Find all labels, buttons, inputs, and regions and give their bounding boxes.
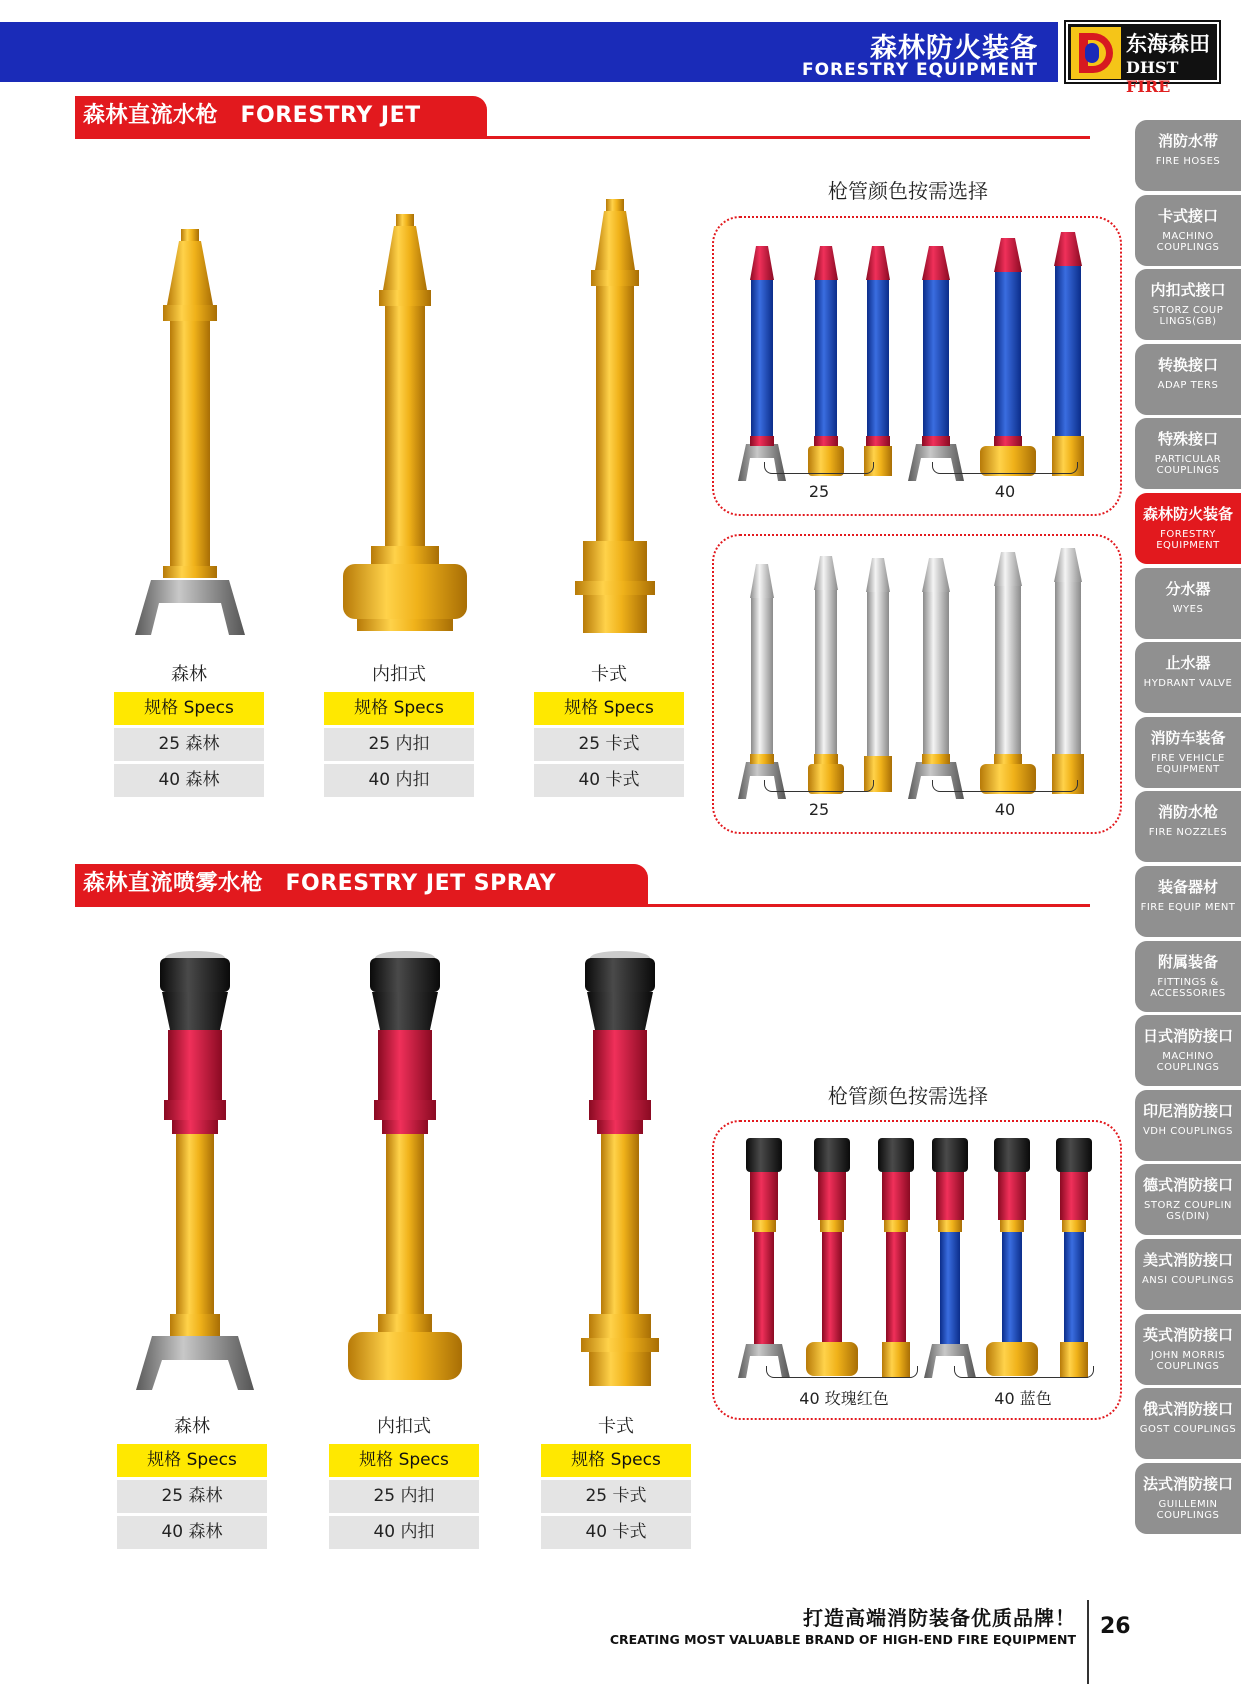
spec-value: 25 森林 — [117, 1480, 267, 1513]
spec-header: 规格 Specs — [117, 1444, 267, 1477]
side-tab-label-cn: 法式消防接口 — [1142, 1475, 1233, 1493]
side-tab-label-cn: 美式消防接口 — [1142, 1251, 1233, 1269]
product-label: 森林 — [171, 664, 207, 685]
side-tab-label-cn: 德式消防接口 — [1142, 1176, 1233, 1194]
side-tab[interactable] — [1135, 120, 1241, 191]
side-tab-label-cn: 消防水带 — [1157, 132, 1218, 150]
side-tab-label-cn: 卡式接口 — [1157, 207, 1218, 225]
size-group-label: 40 — [994, 800, 1016, 819]
side-tab[interactable] — [1135, 1239, 1241, 1310]
color-option-caption: 枪管颜色按需选择 — [828, 1084, 988, 1108]
side-tab-label-en: HYDRANT VALVE — [1143, 678, 1233, 689]
spec-value: 25 卡式 — [534, 728, 684, 761]
footer-divider — [1087, 1600, 1089, 1684]
side-tab-label-en: FIRE EQUIP MENT — [1140, 902, 1236, 913]
size-group-brace — [932, 780, 1078, 792]
product-image-machino-jet — [565, 195, 665, 640]
product-image-machino-spray — [565, 950, 675, 1395]
size-group-brace — [764, 462, 874, 474]
side-tab[interactable] — [1135, 1463, 1241, 1534]
side-tab[interactable] — [1135, 269, 1241, 340]
size-group-label: 25 — [808, 800, 830, 819]
side-tab[interactable] — [1135, 717, 1241, 788]
side-tab-label-cn: 俄式消防接口 — [1142, 1400, 1233, 1418]
side-tab[interactable] — [1135, 1090, 1241, 1161]
side-tab[interactable] — [1135, 568, 1241, 639]
side-tab-label-en: GOST COUPLINGS — [1139, 1424, 1237, 1435]
section1-divider — [75, 136, 1090, 139]
side-tab-label-cn: 止水器 — [1165, 654, 1211, 672]
side-tab-label-en: FITTINGS & ACCESSORIES — [1150, 977, 1226, 999]
color-option-caption: 枪管颜色按需选择 — [828, 179, 988, 203]
color-group-brace — [954, 1366, 1094, 1378]
size-group-label: 40 — [994, 482, 1016, 501]
side-tab-label-cn: 转换接口 — [1157, 356, 1218, 374]
spec-header: 规格 Specs — [541, 1444, 691, 1477]
side-tab-label-en: FIRE NOZZLES — [1148, 827, 1228, 838]
side-tab-label-en: WYES — [1172, 604, 1204, 615]
color-group-brace — [766, 1366, 918, 1378]
header-title-cn: 森林防火装备 — [870, 33, 1038, 64]
spec-table — [324, 692, 474, 800]
side-tab-label-cn: 内扣式接口 — [1150, 281, 1226, 299]
product-image-storz-spray — [340, 950, 470, 1395]
spec-value: 40 内扣 — [324, 764, 474, 797]
side-tab[interactable] — [1135, 1388, 1241, 1459]
spec-value: 40 卡式 — [541, 1516, 691, 1549]
side-tab-label-en: FORESTRY EQUIPMENT — [1156, 529, 1220, 551]
side-tab-label-en: MACHINO COUPLINGS — [1156, 231, 1220, 253]
side-tab-label-en: ANSI COUPLINGS — [1141, 1275, 1235, 1286]
side-tab[interactable] — [1135, 866, 1241, 937]
spec-value: 25 卡式 — [541, 1480, 691, 1513]
product-image-forest-spray — [130, 950, 260, 1395]
size-group-brace — [764, 780, 874, 792]
color-option-panel-spray — [712, 1120, 1122, 1420]
side-tab-label-en: FIRE HOSES — [1155, 156, 1221, 167]
section1-title: 森林直流水枪 FORESTRY JET NOZZLE — [75, 96, 487, 136]
product-label: 卡式 — [591, 664, 627, 685]
size-group-brace — [932, 462, 1078, 474]
side-tab-label-cn: 附属装备 — [1157, 953, 1218, 971]
spec-header: 规格 Specs — [114, 692, 264, 725]
spec-table — [534, 692, 684, 800]
logo-name-en: DHST FIRE — [1126, 58, 1179, 96]
side-tab-label-cn: 分水器 — [1165, 580, 1211, 598]
side-tab[interactable] — [1135, 344, 1241, 415]
side-tab[interactable] — [1135, 941, 1241, 1012]
side-tab[interactable] — [1135, 195, 1241, 266]
product-image-storz-jet — [335, 210, 475, 640]
logo-emblem-icon — [1071, 27, 1121, 79]
header-title-en: FORESTRY EQUIPMENT — [801, 60, 1038, 80]
spec-header: 规格 Specs — [534, 692, 684, 725]
side-tab-label-cn: 森林防火装备 — [1142, 505, 1233, 523]
brand-logo — [1066, 22, 1219, 96]
spec-table — [329, 1444, 479, 1552]
logo-name-cn: 东海森田 — [1126, 32, 1210, 56]
side-tab[interactable] — [1135, 1015, 1241, 1086]
header-bar — [0, 22, 1058, 82]
side-tab-label-cn: 装备器材 — [1157, 878, 1218, 896]
product-label: 内扣式 — [372, 664, 426, 685]
side-tab[interactable] — [1135, 642, 1241, 713]
spec-value: 25 内扣 — [324, 728, 474, 761]
side-tab-label-en: FIRE VEHICLE EQUIPMENT — [1151, 753, 1225, 775]
side-tab-label-cn: 消防车装备 — [1150, 729, 1226, 747]
footer-slogan-cn: 打造高端消防装备优质品牌！ — [803, 1606, 1076, 1630]
footer-slogan-en: CREATING MOST VALUABLE BRAND OF HIGH-END FIRE EQUIPMENT — [609, 1632, 1076, 1647]
side-tab-label-en: JOHN MORRIS COUPLINGS — [1150, 1350, 1226, 1372]
color-group-label: 40 蓝色 — [994, 1389, 1052, 1408]
section2-title: 森林直流喷雾水枪 FORESTRY JET SPRAY NOZZLE — [75, 864, 648, 904]
color-option-panel-silver — [712, 534, 1122, 834]
side-tab-label-en: VDH COUPLINGS — [1142, 1126, 1234, 1137]
spec-value: 25 森林 — [114, 728, 264, 761]
product-label: 卡式 — [598, 1416, 634, 1437]
side-tab-label-cn: 日式消防接口 — [1142, 1027, 1233, 1045]
spec-value: 40 内扣 — [329, 1516, 479, 1549]
color-option-panel-blue — [712, 216, 1122, 516]
side-tab-label-en: GUILLEMIN COUPLINGS — [1156, 1499, 1220, 1521]
size-group-label: 25 — [808, 482, 830, 501]
side-tab[interactable] — [1135, 493, 1241, 564]
side-tab[interactable] — [1135, 1314, 1241, 1385]
section2-divider — [75, 904, 1090, 907]
spec-value: 40 卡式 — [534, 764, 684, 797]
side-tab-label-en: STORZ COUPLIN GS(DIN) — [1143, 1200, 1232, 1222]
side-tab-label-en: STORZ COUP LINGS(GB) — [1152, 305, 1224, 327]
spec-value: 25 内扣 — [329, 1480, 479, 1513]
side-tab[interactable] — [1135, 1164, 1241, 1235]
spec-value: 40 森林 — [117, 1516, 267, 1549]
side-tab[interactable] — [1135, 418, 1241, 489]
page-number: 26 — [1100, 1614, 1131, 1639]
spec-table — [541, 1444, 691, 1552]
spec-table — [114, 692, 264, 800]
spec-value: 40 森林 — [114, 764, 264, 797]
product-image-forest-jet — [125, 225, 255, 640]
side-tab-label-cn: 消防水枪 — [1157, 803, 1218, 821]
side-tab-label-en: ADAP TERS — [1157, 380, 1219, 391]
color-group-label: 40 玫瑰红色 — [799, 1389, 889, 1408]
spec-header: 规格 Specs — [329, 1444, 479, 1477]
product-label: 森林 — [174, 1416, 210, 1437]
spec-header: 规格 Specs — [324, 692, 474, 725]
side-tab[interactable] — [1135, 791, 1241, 862]
side-tab-label-cn: 特殊接口 — [1157, 430, 1218, 448]
side-tab-label-en: PARTICULAR COUPLINGS — [1154, 454, 1222, 476]
spec-table — [117, 1444, 267, 1552]
product-label: 内扣式 — [377, 1416, 431, 1437]
side-tab-label-cn: 英式消防接口 — [1142, 1326, 1233, 1344]
side-tab-label-cn: 印尼消防接口 — [1142, 1102, 1233, 1120]
side-tab-label-en: MACHINO COUPLINGS — [1156, 1051, 1220, 1073]
